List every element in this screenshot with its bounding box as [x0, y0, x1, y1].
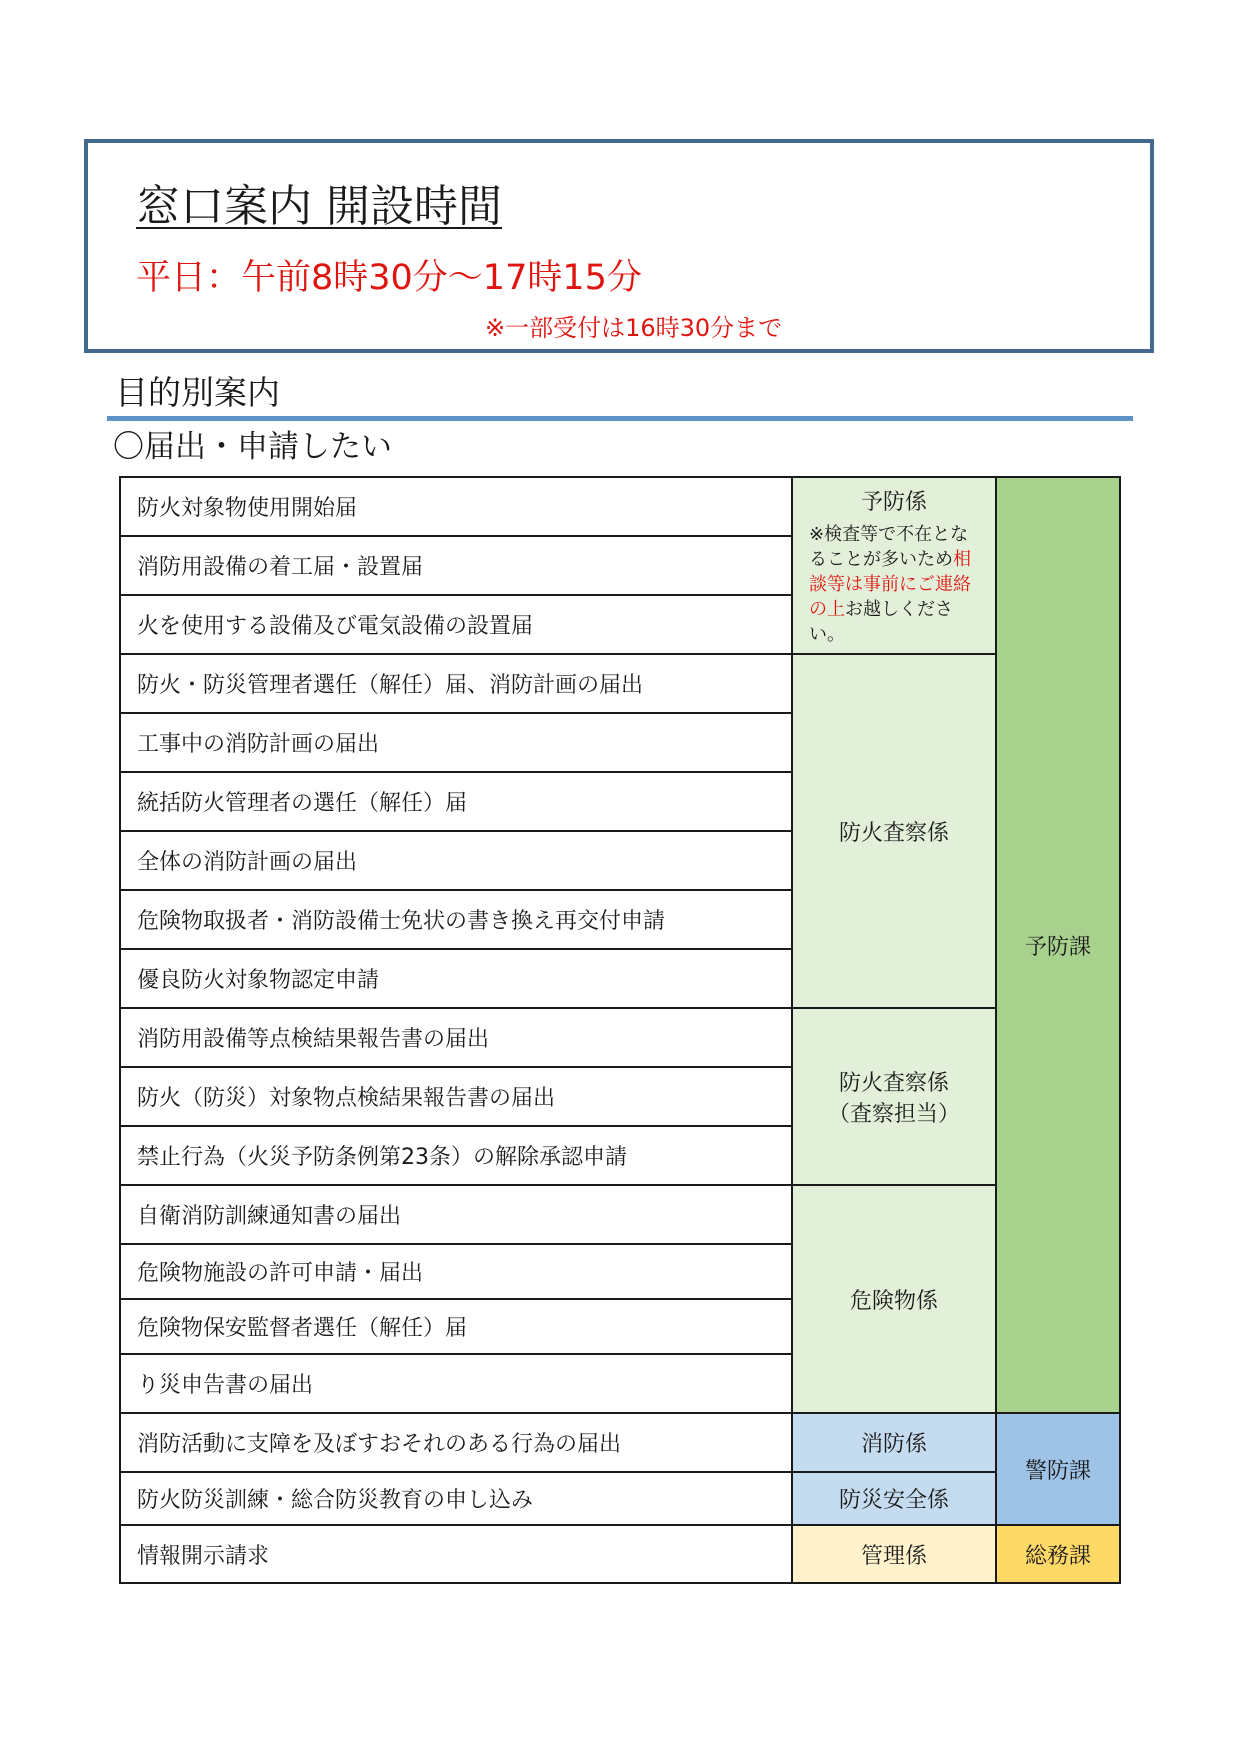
table-row — [120, 1413, 1120, 1472]
purpose-cell: 優良防火対象物認定申請 — [120, 949, 792, 1008]
section-title: 目的別案内 — [115, 373, 280, 412]
purpose-cell: 禁止行為（火災予防条例第23条）の解除承認申請 — [120, 1126, 792, 1185]
table-row — [120, 1472, 1120, 1525]
section-cell-bousai-anzen: 防災安全係 — [792, 1472, 996, 1525]
note-highlight: 相談等は事前にご連絡の上 — [809, 548, 971, 620]
section-cell-kanri: 管理係 — [792, 1525, 996, 1583]
purpose-cell: 自衛消防訓練通知書の届出 — [120, 1185, 792, 1244]
purpose-cell: 防火・防災管理者選任（解任）届、消防計画の届出 — [120, 654, 792, 713]
division-cell-keibouka: 警防課 — [996, 1413, 1120, 1525]
purpose-cell: り災申告書の届出 — [120, 1354, 792, 1413]
section-cell-bouka-sasatsu-tantou — [792, 1008, 996, 1185]
table-row — [120, 1008, 1120, 1067]
table-row — [120, 654, 1120, 713]
purpose-cell: 統括防火管理者の選任（解任）届 — [120, 772, 792, 831]
purpose-cell: 工事中の消防計画の届出 — [120, 713, 792, 772]
purpose-cell: 危険物施設の許可申請・届出 — [120, 1244, 792, 1299]
purpose-cell: 危険物保安監督者選任（解任）届 — [120, 1299, 792, 1354]
section-name: 予防係 — [860, 489, 927, 515]
section-cell-kikenbutsu: 危険物係 — [792, 1185, 996, 1413]
purpose-cell: 防火防災訓練・総合防災教育の申し込み — [120, 1472, 792, 1525]
table-row — [120, 477, 1120, 536]
note-text: お越しください。 — [809, 598, 953, 645]
reception-note: ※一部受付は16時30分まで — [485, 314, 783, 342]
section-cell-yobou — [792, 477, 996, 654]
opening-hours-box — [84, 139, 1154, 353]
page-title: 窓口案内 開設時間 — [136, 181, 502, 232]
purpose-cell: 消防用設備等点検結果報告書の届出 — [120, 1008, 792, 1067]
weekday-hours: 平日：午前8時30分～17時15分 — [136, 258, 642, 298]
division-cell-yobouka: 予防課 — [996, 477, 1120, 1413]
section-subname: （査察担当） — [827, 1101, 960, 1127]
division-cell-soumuka: 総務課 — [996, 1525, 1120, 1583]
table-row — [120, 1185, 1120, 1244]
purpose-cell: 消防用設備の着工届・設置届 — [120, 536, 792, 595]
section-cell-shoubou: 消防係 — [792, 1413, 996, 1472]
table-row — [120, 1525, 1120, 1583]
purpose-cell: 火を使用する設備及び電気設備の設置届 — [120, 595, 792, 654]
section-cell-bouka-sasatsu: 防火査察係 — [792, 654, 996, 1008]
purpose-cell: 防火（防災）対象物点検結果報告書の届出 — [120, 1067, 792, 1126]
section-divider — [107, 416, 1133, 421]
purpose-cell: 全体の消防計画の届出 — [120, 831, 792, 890]
purpose-cell: 消防活動に支障を及ぼすおそれのある行為の届出 — [120, 1413, 792, 1472]
purpose-guide-table — [119, 476, 1121, 1584]
purpose-cell: 情報開示請求 — [120, 1525, 792, 1583]
note-text: ※検査等で不在となることが多いため — [809, 523, 969, 570]
purpose-cell: 危険物取扱者・消防設備士免状の書き換え再交付申請 — [120, 890, 792, 949]
section-name: 防火査察係 — [838, 1070, 949, 1096]
purpose-cell: 防火対象物使用開始届 — [120, 477, 792, 536]
section-subtitle: 〇届出・申請したい — [113, 429, 392, 465]
section-note — [809, 522, 979, 647]
